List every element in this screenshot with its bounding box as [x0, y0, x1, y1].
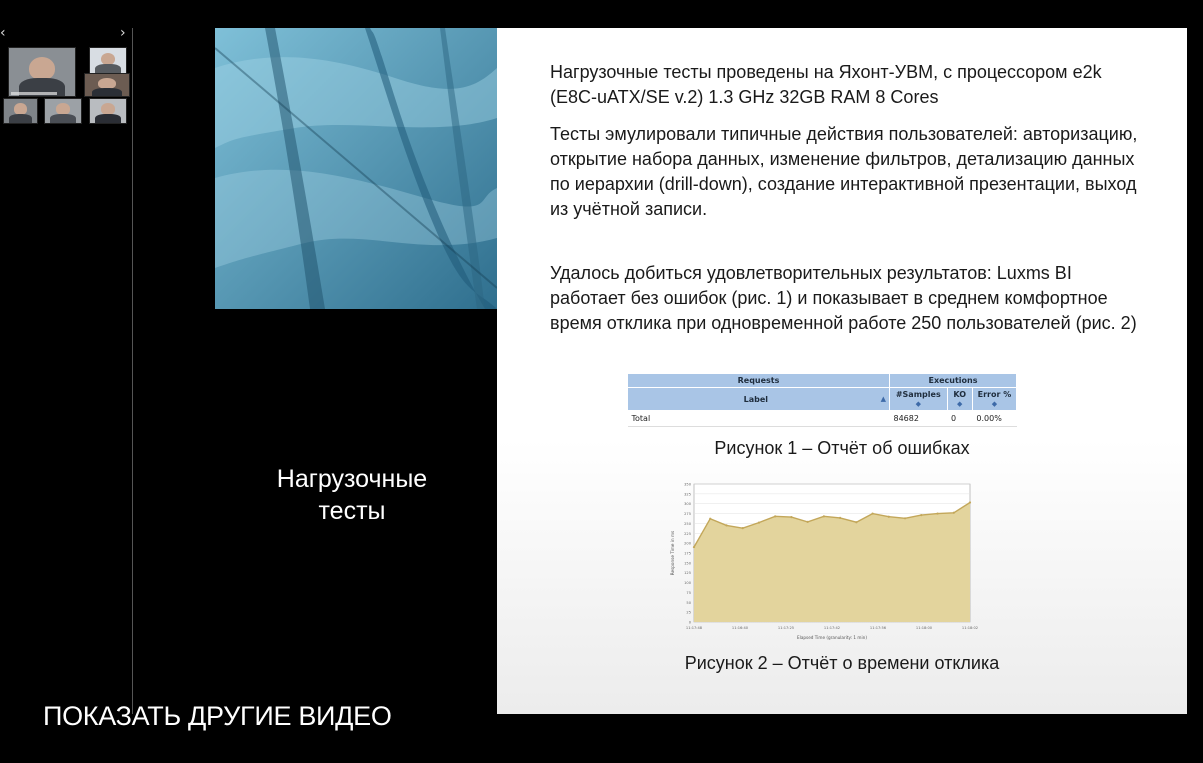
slide-title: [232, 463, 472, 527]
data-point: [725, 524, 727, 526]
figure-1-caption: Рисунок 1 – Отчёт об ошибках: [714, 438, 970, 458]
data-point: [790, 516, 792, 518]
data-point: [693, 546, 695, 548]
data-point: [969, 501, 971, 503]
data-point: [839, 517, 841, 519]
y-tick-label: 125: [684, 571, 691, 576]
x-tick-label: 11:17:56: [869, 626, 887, 630]
y-tick-label: 350: [684, 482, 691, 487]
data-point: [888, 516, 890, 518]
table-row: [628, 411, 1017, 427]
prev-participants-arrow-icon[interactable]: ‹: [0, 25, 6, 41]
data-point: [709, 518, 711, 520]
building-photo: [215, 28, 497, 309]
data-point: [807, 521, 809, 523]
paragraph-test-actions: Тесты эмулировали типичные действия пользователей: авторизацию, открытие набора данных, изменение фильтров, детализацию данных по иерархии (drill-down), создание интерактивной презентации, выход из учётной записи.: [550, 124, 1138, 219]
participant-video-6[interactable]: [89, 98, 127, 124]
table-group-requests: Requests: [628, 374, 890, 388]
data-point: [774, 515, 776, 517]
show-more-videos-button[interactable]: ПОКАЗАТЬ ДРУГИЕ ВИДЕО: [43, 701, 392, 731]
table-header-ko[interactable]: KO ◆: [947, 388, 972, 411]
y-tick-label: 275: [684, 512, 691, 517]
paragraph-hardware: Нагрузочные тесты проведены на Яхонт-УВМ, с процессором e2k (E8C-uATX/SE v.2) 1.3 GHz 32GB RAM 8 Cores: [550, 62, 1102, 107]
data-point: [936, 512, 938, 514]
sort-icon[interactable]: ◆: [915, 400, 921, 408]
y-tick-label: 175: [684, 551, 691, 556]
x-tick-label: 11:16:40: [731, 626, 749, 630]
data-point: [823, 515, 825, 517]
y-tick-label: 225: [684, 531, 691, 536]
y-tick-label: 100: [684, 581, 691, 586]
y-tick-label: 300: [684, 502, 691, 507]
x-tick-label: 11:17:42: [823, 626, 841, 630]
x-tick-label: 11:17:25: [777, 626, 795, 630]
slide-title-line-2: тесты: [318, 497, 386, 525]
table-header-error[interactable]: Error % ◆: [972, 388, 1016, 411]
sort-icon[interactable]: ▲: [880, 394, 886, 403]
x-tick-label: 11:18:00: [915, 626, 933, 630]
figure-2-caption: Рисунок 2 – Отчёт о времени отклика: [684, 653, 1000, 673]
participant-video-4[interactable]: [3, 98, 38, 124]
data-point: [855, 521, 857, 523]
table-header-label[interactable]: Label ▲: [628, 388, 890, 411]
table-cell-ko: 0: [947, 411, 972, 427]
y-tick-label: 250: [684, 521, 691, 526]
y-axis-label: Response Time in ms: [670, 530, 675, 576]
data-point: [920, 514, 922, 516]
x-tick-label: 11:17:48: [685, 626, 703, 630]
table-cell-label: Total: [628, 411, 890, 427]
y-tick-label: 0: [688, 620, 691, 625]
paragraph-results: Удалось добиться удовлетворительных результатов: Luxms BI работает без ошибок (рис. 1) и показывает в среднем комфортное время отклика при одновременной работе 250 пользователей (рис. 2): [550, 263, 1137, 333]
sort-icon[interactable]: ◆: [991, 400, 998, 408]
participant-video-5[interactable]: [44, 98, 82, 124]
y-tick-label: 150: [684, 561, 691, 566]
participant-video-2[interactable]: [89, 47, 127, 75]
participant-video-3[interactable]: [84, 73, 130, 97]
x-tick-label: 11:18:02: [961, 626, 979, 630]
table-cell-error: 0.00%: [972, 411, 1016, 427]
error-report-table: [627, 373, 1017, 427]
data-point: [904, 517, 906, 519]
slide-title-line-1: Нагрузочные: [276, 465, 428, 493]
y-tick-label: 325: [684, 492, 691, 497]
response-time-chart: [662, 476, 982, 651]
table-cell-samples: 84682: [890, 411, 948, 427]
x-axis-label: Elapsed Time (granularity: 1 min): [797, 635, 867, 640]
next-participants-arrow-icon[interactable]: ›: [120, 25, 126, 41]
data-point: [953, 512, 955, 514]
slide-content-panel: [497, 28, 1187, 714]
participant-video-1[interactable]: [8, 47, 76, 97]
y-tick-label: 75: [686, 590, 691, 595]
sort-icon[interactable]: ◆: [957, 400, 963, 408]
data-point: [742, 527, 744, 529]
data-point: [758, 522, 760, 524]
data-point: [871, 512, 873, 514]
table-group-executions: Executions: [890, 374, 1017, 388]
y-tick-label: 200: [684, 541, 691, 546]
y-tick-label: 50: [686, 600, 691, 605]
table-header-samples[interactable]: #Samples ◆: [890, 388, 948, 411]
y-tick-label: 25: [686, 610, 691, 615]
glass-facade-image: [215, 28, 497, 309]
